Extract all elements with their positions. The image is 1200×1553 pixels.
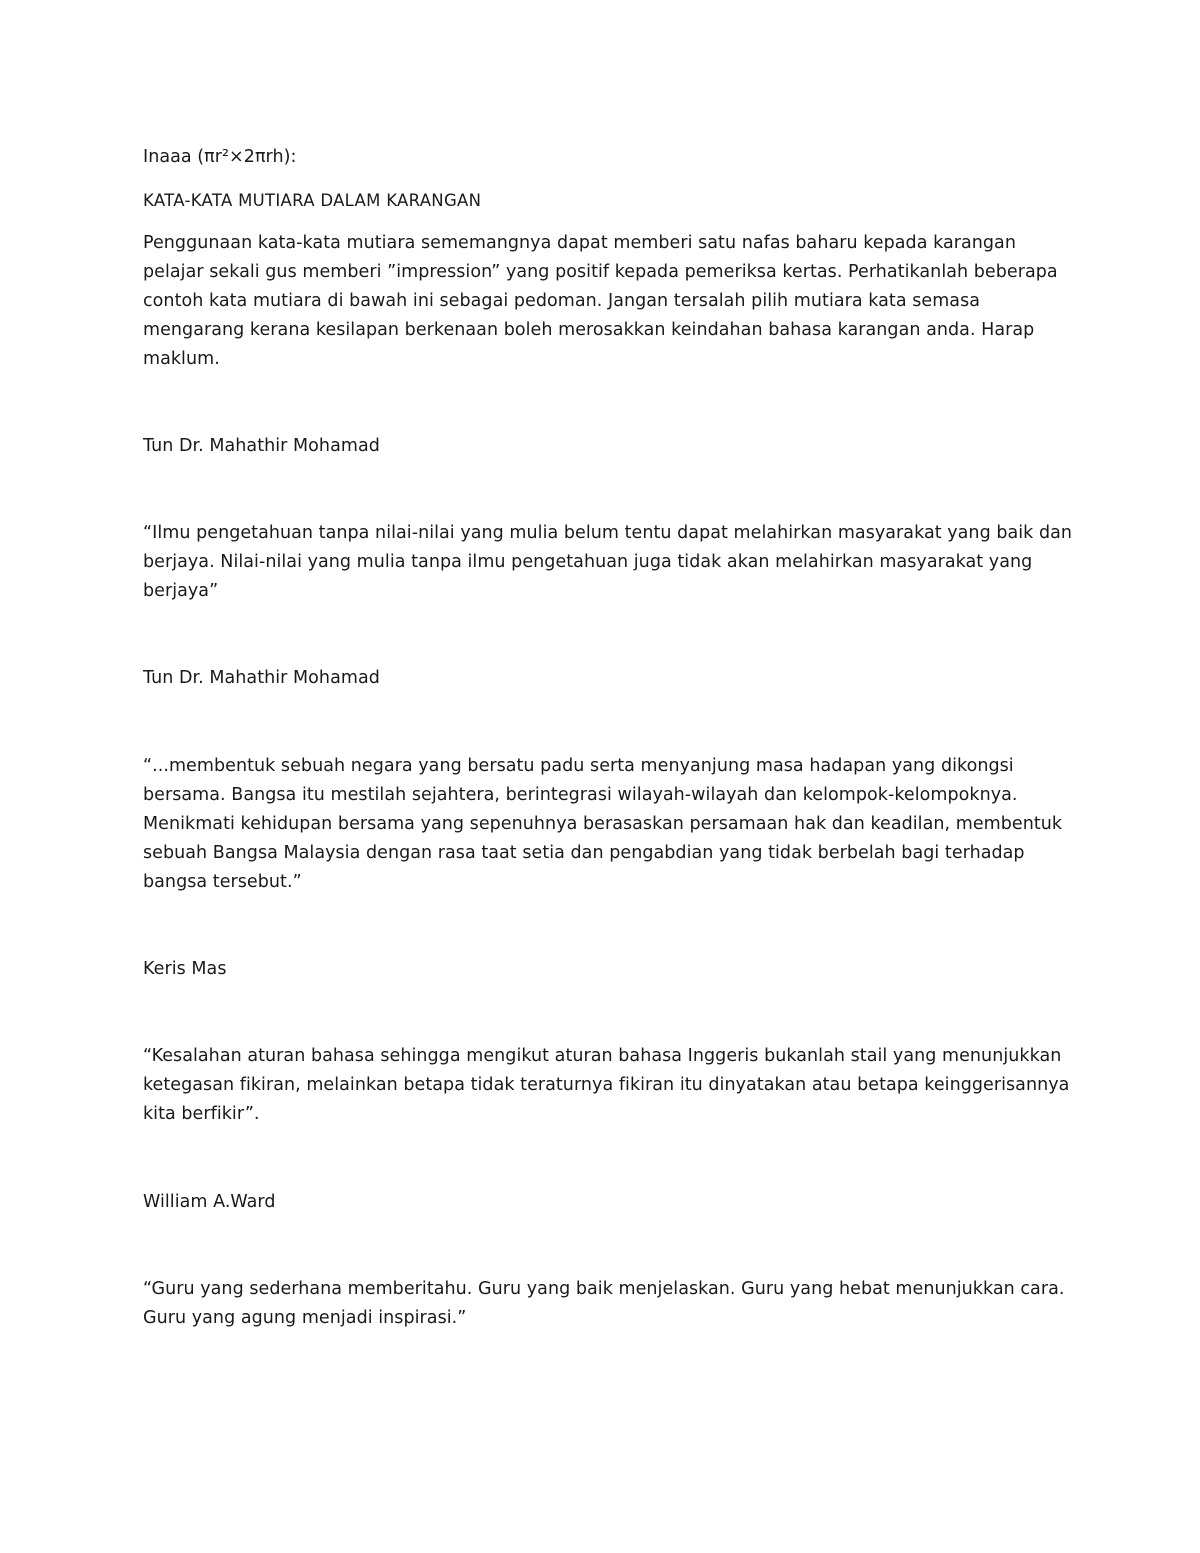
quote-author: Tun Dr. Mahathir Mohamad (143, 668, 380, 688)
header-line: Inaaa (πr²×2πrh): (143, 147, 297, 167)
quote-text: “Ilmu pengetahuan tanpa nilai-nilai yang mulia belum tentu dapat melahirkan masyarakat yang baik dan berjaya. Nilai-nilai yang mulia tanpa ilmu pengetahuan juga tidak akan melahirkan masyarakat yang berjaya” (143, 523, 1073, 601)
intro-paragraph: Penggunaan kata-kata mutiara sememangnya dapat memberi satu nafas baharu kepada karangan pelajar sekali gus memberi ”impression” yang positif kepada pemeriksa kertas. Perhatikanlah beberapa contoh kata mutiara di bawah ini sebagai pedoman. Jangan tersalah pilih mutiara kata semasa mengarang kerana kesilapan berkenaan boleh merosakkan keindahan bahasa karangan anda. Harap maklum. (143, 233, 1058, 369)
quote-author: Keris Mas (143, 959, 227, 979)
document-title: KATA-KATA MUTIARA DALAM KARANGAN (143, 191, 482, 210)
quote-text: “Kesalahan aturan bahasa sehingga mengikut aturan bahasa Inggeris bukanlah stail yang menunjukkan ketegasan fikiran, melainkan betapa tidak teraturnya fikiran itu dinyatakan atau betapa keinggerisannya kita berfikir”. (143, 1046, 1070, 1124)
quote-author: William A.Ward (143, 1192, 276, 1212)
quote-text: “...membentuk sebuah negara yang bersatu padu serta menyanjung masa hadapan yang dikongsi bersama. Bangsa itu mestilah sejahtera, berintegrasi wilayah-wilayah dan kelompok-kelompoknya. Menikmati kehidupan bersama yang sepenuhnya berasaskan persamaan hak dan keadilan, membentuk sebuah Bangsa Malaysia dengan rasa taat setia dan pengabdian yang tidak berbelah bagi terhadap bangsa tersebut.” (143, 756, 1063, 892)
quote-text: “Guru yang sederhana memberitahu. Guru yang baik menjelaskan. Guru yang hebat menunjukkan cara. Guru yang agung menjadi inspirasi.” (143, 1279, 1065, 1328)
quote-author: Tun Dr. Mahathir Mohamad (143, 436, 380, 456)
